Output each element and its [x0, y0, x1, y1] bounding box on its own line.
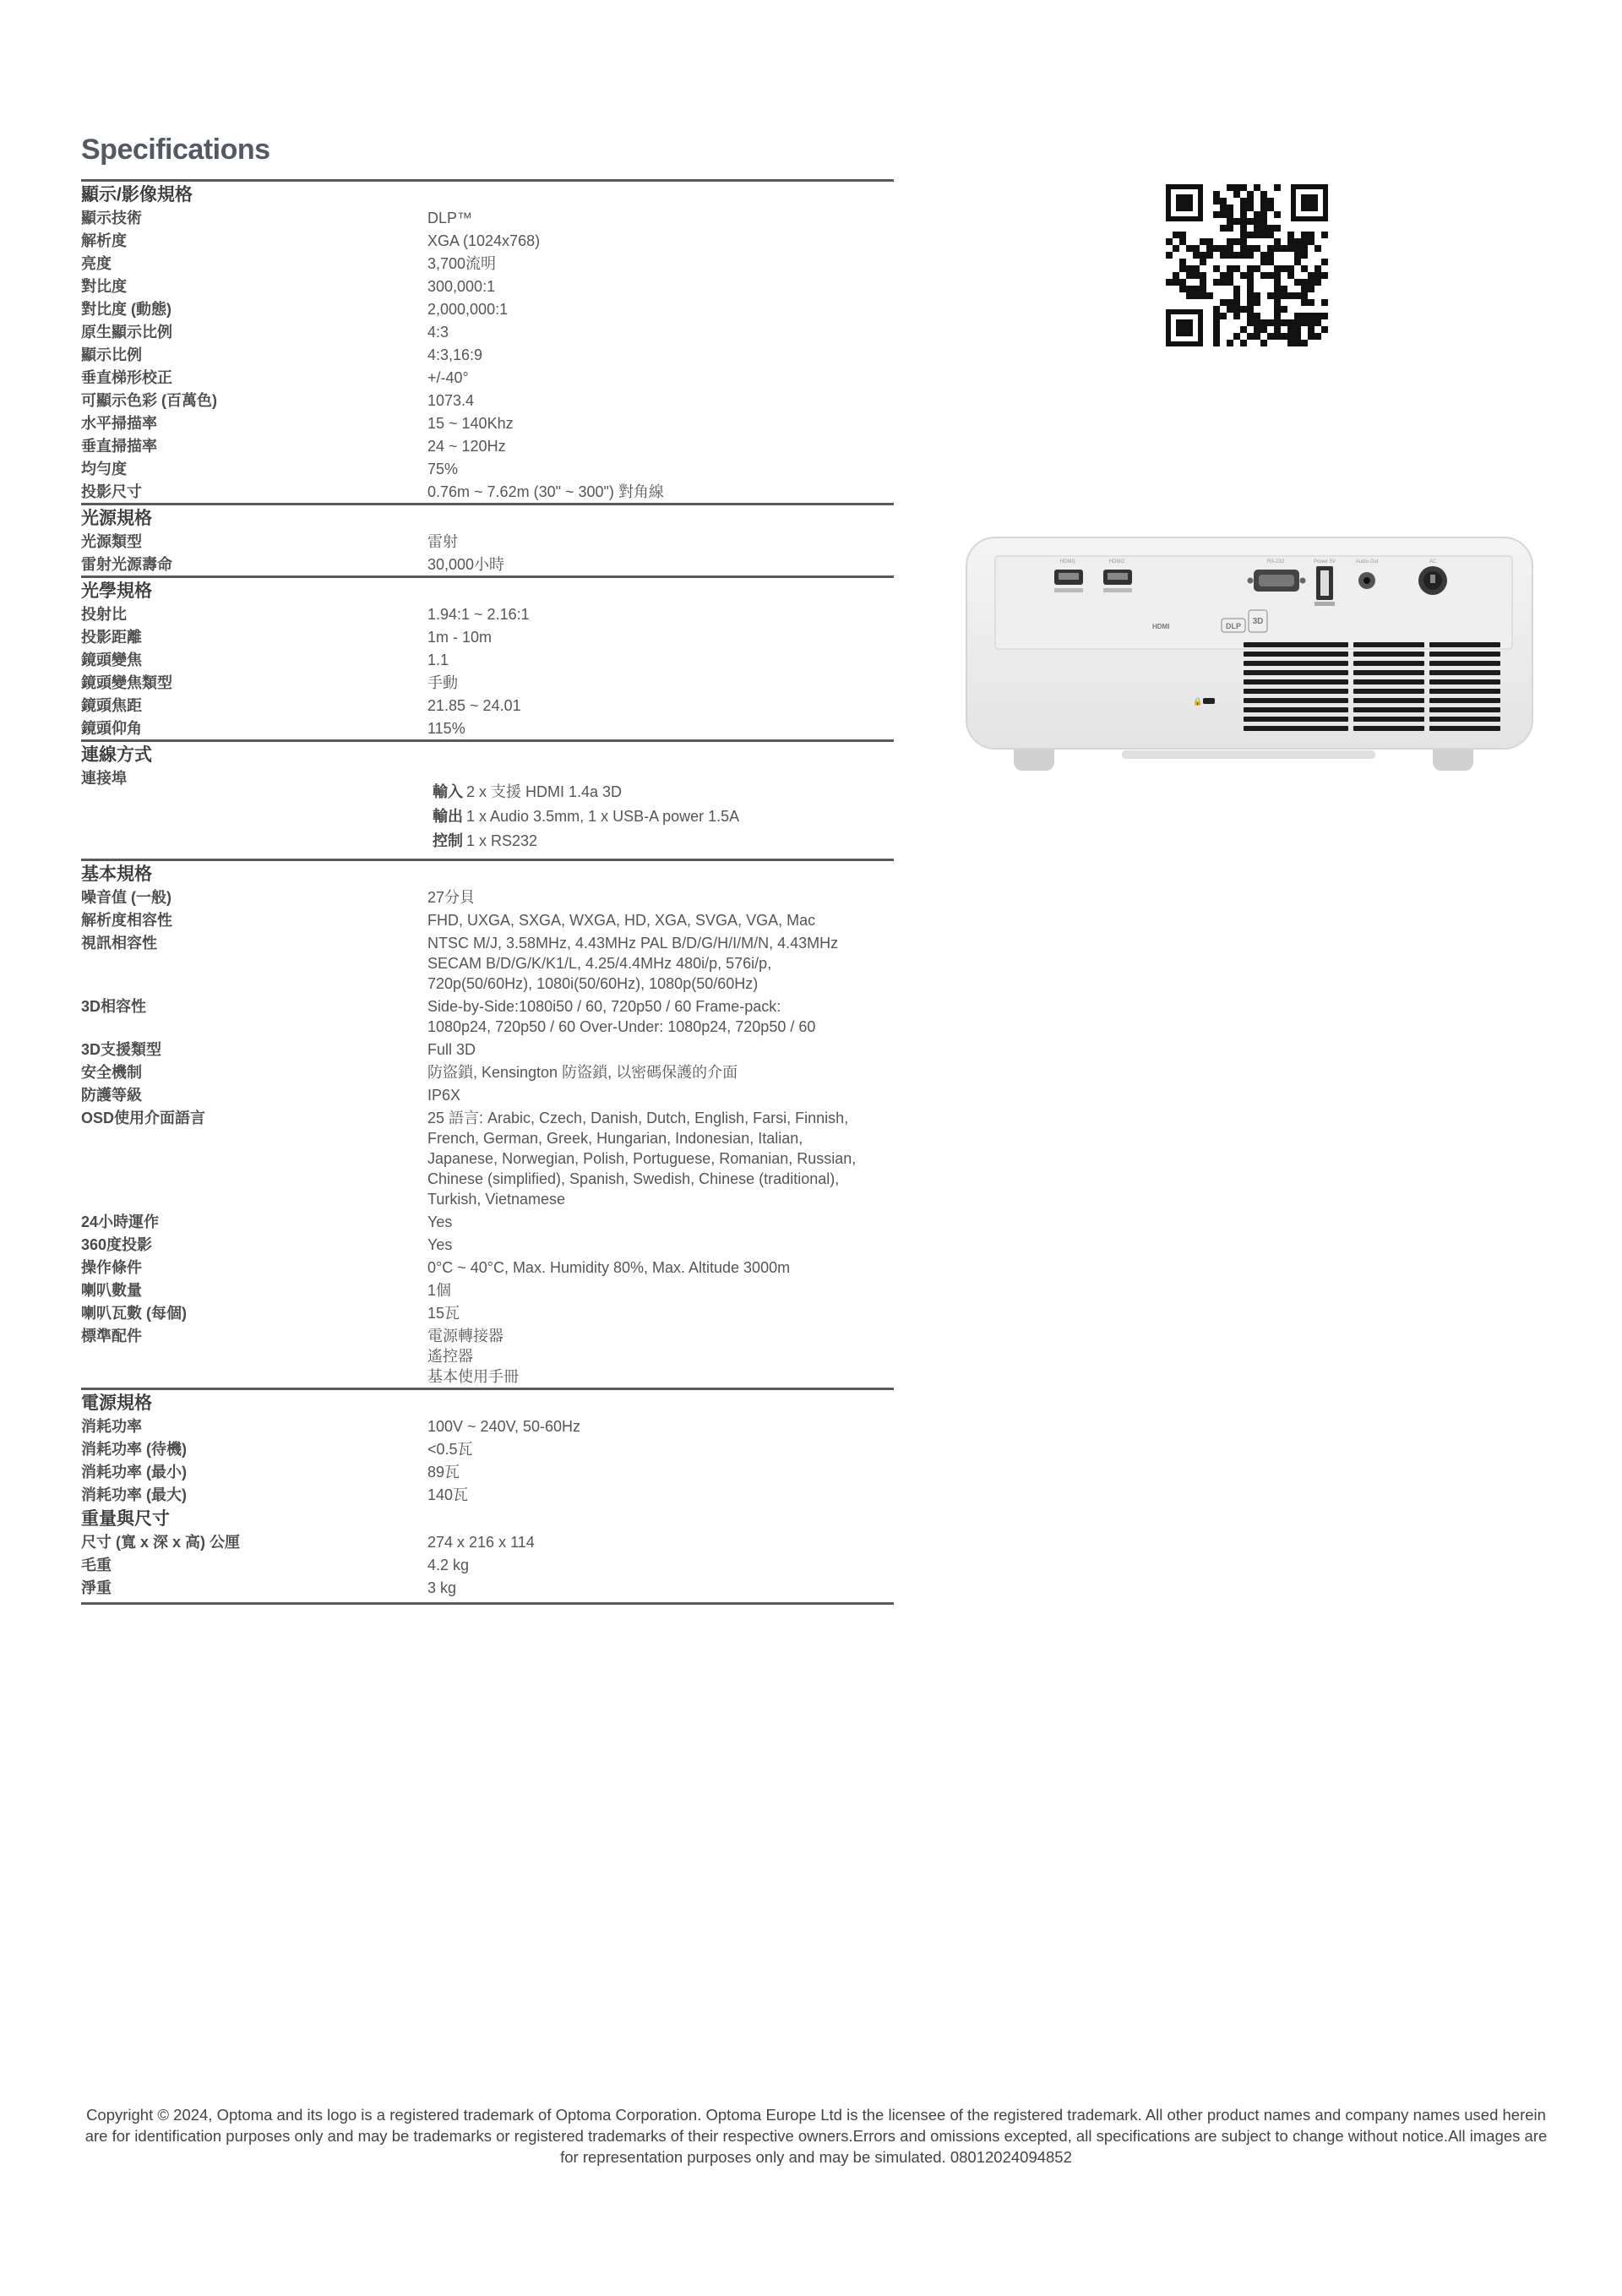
spec-row [81, 1553, 894, 1576]
spec-value [427, 996, 894, 1037]
section-title: 電源規格 [81, 1393, 152, 1413]
spec-label: 操作條件 [81, 1259, 142, 1276]
spec-label: 投影尺寸 [81, 483, 142, 500]
spec-row [81, 457, 894, 480]
spec-label: 對比度 [81, 278, 127, 295]
spec-value [427, 1235, 894, 1255]
spec-value [427, 1062, 894, 1083]
spec-row [81, 1483, 894, 1506]
spec-value [427, 910, 894, 930]
spec-value: 100V ~ 240V, 50-60Hz [427, 1418, 580, 1435]
spec-label: 雷射光源壽命 [81, 556, 172, 573]
spec-value: 4:3,16:9 [427, 346, 483, 363]
spec-label: OSD使用介面語言 [81, 1110, 206, 1126]
port-text: 2 x 支援 HDMI 1.4a 3D [466, 783, 623, 800]
value-line: NTSC M/J, 3.58MHz, 4.43MHz PAL B/D/G/H/I/M/N, 4.43MHz [427, 935, 839, 952]
spec-value: 30,000小時 [427, 556, 505, 573]
value-line: 27分貝 [427, 889, 476, 906]
spec-row [81, 297, 894, 320]
spec-row [81, 1210, 894, 1233]
value-line: FHD, UXGA, SXGA, WXGA, HD, XGA, SVGA, VGA, Mac [427, 912, 816, 929]
value-line: 基本使用手冊 [427, 1368, 519, 1385]
power-port-icon [1418, 566, 1447, 595]
spec-label: 喇叭數量 [81, 1282, 142, 1299]
spec-row [81, 1460, 894, 1483]
spec-label: 可顯示色彩 (百萬色) [81, 392, 217, 409]
value-line: 1080p24, 720p50 / 60 Over-Under: 1080p24, 720p50 / 60 [427, 1018, 816, 1035]
spec-label: 垂直梯形校正 [81, 369, 172, 386]
section-title: 連線方式 [81, 745, 152, 765]
value-line: Chinese (simplified), Spanish, Swedish, Chinese (traditional), [427, 1170, 840, 1187]
hdmi-logo: HDMI [1152, 623, 1170, 630]
section-title: 重量與尺寸 [81, 1509, 170, 1529]
spec-row [81, 252, 894, 275]
spec-value [427, 1085, 894, 1105]
spec-row [81, 389, 894, 412]
spec-value: 300,000:1 [427, 278, 496, 295]
value-line: Yes [427, 1236, 453, 1253]
spec-value [427, 768, 894, 854]
spec-row [81, 1301, 894, 1324]
hdmi-port-icon [1054, 570, 1083, 592]
spec-label: 毛重 [81, 1557, 112, 1573]
spec-label: 垂直掃描率 [81, 438, 157, 455]
section-title: 基本規格 [81, 864, 152, 884]
value-line: Turkish, Vietnamese [427, 1191, 566, 1208]
spec-value: +/-40° [427, 369, 469, 386]
value-line: French, German, Greek, Hungarian, Indonesian, Italian, [427, 1130, 803, 1147]
footer-copyright: Copyright © 2024, Optoma and its logo is a registered trademark of Optoma Corporation. Optoma Europe Ltd is the licensee of the registered trademark. All other product names and company names used herein are for identification purposes only and may be trademarks or registered trademarks of their respective owners.Errors and omissions excepted, all specifications are subject to change without notice.All images are for representation purposes only and may be simulated. 08012024094852 [84, 2106, 1548, 2166]
spec-value: 15 ~ 140Khz [427, 415, 514, 432]
spec-row [81, 625, 894, 648]
spec-value [427, 1303, 894, 1323]
spec-row [81, 648, 894, 671]
spec-label: 3D相容性 [81, 998, 147, 1015]
rs232-port-icon [1248, 570, 1306, 592]
spec-value: 75% [427, 461, 459, 477]
spec-label: 尺寸 (寬 x 深 x 高) 公厘 [81, 1534, 241, 1551]
value-line: 25 語言: Arabic, Czech, Danish, Dutch, English, Farsi, Finnish, [427, 1110, 849, 1126]
port-text: 1 x Audio 3.5mm, 1 x USB-A power 1.5A [466, 808, 740, 825]
spec-label: 解析度 [81, 232, 127, 249]
spec-label: 顯示比例 [81, 346, 142, 363]
spec-row [81, 480, 894, 503]
spec-label: 鏡頭變焦 [81, 652, 142, 668]
value-line: Full 3D [427, 1041, 476, 1058]
spec-value [427, 1257, 894, 1278]
port-line [433, 804, 877, 829]
section-divider [81, 1602, 894, 1605]
spec-value [427, 1212, 894, 1232]
value-line: 遙控器 [427, 1348, 473, 1365]
spec-row [81, 1256, 894, 1279]
spec-value: 4:3 [427, 324, 449, 341]
spec-row [81, 366, 894, 389]
spec-row [81, 995, 894, 1038]
spec-row [81, 553, 894, 575]
spec-label: 視訊相容性 [81, 935, 157, 952]
projector-image [963, 532, 1538, 783]
value-line: Side-by-Side:1080i50 / 60, 720p50 / 60 Frame-pack: [427, 998, 781, 1015]
spec-value: 手動 [427, 674, 458, 691]
spec-value: 3 kg [427, 1579, 457, 1596]
spec-row [81, 717, 894, 739]
spec-row [81, 343, 894, 366]
kensington-lock-icon [1203, 698, 1215, 704]
port-label: RS-232 [1266, 559, 1285, 564]
spec-row [81, 1106, 894, 1210]
spec-label: 連接埠 [81, 770, 127, 787]
spec-row [81, 206, 894, 229]
spec-label: 對比度 (動態) [81, 301, 171, 318]
qr-code[interactable] [1162, 181, 1331, 350]
spec-row [81, 530, 894, 553]
port-label: HDMI1 [1059, 559, 1076, 564]
spec-row [81, 1415, 894, 1437]
projector-rear-view [963, 532, 1538, 783]
page-title: Specifications [81, 134, 270, 166]
section-title: 光學規格 [81, 581, 152, 601]
specifications-table [81, 179, 894, 1605]
spec-label: 3D支援類型 [81, 1041, 162, 1058]
section-title: 光源規格 [81, 509, 152, 528]
spec-value: DLP™ [427, 210, 473, 226]
spec-value: 1073.4 [427, 392, 475, 409]
spec-value: 115% [427, 720, 465, 737]
spec-label: 消耗功率 (最大) [81, 1486, 187, 1503]
spec-value [427, 933, 894, 994]
spec-label: 鏡頭焦距 [81, 697, 142, 714]
value-line: 電源轉接器 [427, 1328, 503, 1344]
value-line: 1個 [427, 1282, 452, 1299]
value-line: 防盜鎖, Kensington 防盜鎖, 以密碼保護的介面 [427, 1064, 738, 1081]
spec-label: 光源類型 [81, 533, 142, 550]
spec-label: 均勻度 [81, 461, 127, 477]
spec-value: 1.1 [427, 652, 449, 668]
spec-label: 亮度 [81, 255, 112, 272]
section-title: 顯示/影像規格 [81, 185, 193, 205]
spec-row [81, 412, 894, 434]
port-label: HDMI2 [1108, 559, 1125, 564]
spec-value [427, 1039, 894, 1060]
svg-text:DLP: DLP [1226, 622, 1241, 630]
spec-row [81, 1233, 894, 1256]
spec-value: 24 ~ 120Hz [427, 438, 506, 455]
audio-port-icon [1358, 572, 1375, 589]
spec-label: 安全機制 [81, 1064, 142, 1081]
spec-row [81, 671, 894, 694]
spec-label: 鏡頭變焦類型 [81, 674, 172, 691]
spec-label: 水平掃描率 [81, 415, 157, 432]
spec-value [427, 1108, 894, 1209]
spec-value: 21.85 ~ 24.01 [427, 697, 521, 714]
value-line: Yes [427, 1213, 453, 1230]
port-line [433, 780, 877, 804]
spec-value: 2,000,000:1 [427, 301, 509, 318]
spec-label: 防護等級 [81, 1087, 142, 1104]
spec-value: 274 x 216 x 114 [427, 1534, 535, 1551]
spec-row [81, 320, 894, 343]
spec-value [427, 1280, 894, 1301]
spec-label: 投射比 [81, 606, 127, 623]
spec-row [81, 434, 894, 457]
spec-label: 淨重 [81, 1579, 112, 1596]
value-line: SECAM B/D/G/K/K1/L, 4.25/4.4MHz 480i/p, 576i/p, [427, 955, 772, 972]
spec-row [81, 1324, 894, 1388]
spec-row [81, 1576, 894, 1599]
spec-row [81, 886, 894, 908]
port-label: Audio Out [1355, 559, 1379, 564]
spec-row [81, 603, 894, 625]
spec-label: 原生顯示比例 [81, 324, 172, 341]
spec-label: 鏡頭仰角 [81, 720, 142, 737]
svg-text:3D: 3D [1252, 617, 1264, 626]
spec-value: 0.76m ~ 7.62m (30" ~ 300") 對角線 [427, 483, 664, 500]
spec-row [81, 1061, 894, 1083]
spec-label: 360度投影 [81, 1236, 153, 1253]
port-line [433, 829, 877, 854]
port-label: AC [1429, 559, 1437, 564]
spec-row [81, 1530, 894, 1553]
qr-code-graphic [1162, 181, 1331, 350]
spec-value: 1.94:1 ~ 2.16:1 [427, 606, 530, 623]
spec-row [81, 694, 894, 717]
spec-row [81, 931, 894, 995]
spec-row [81, 229, 894, 252]
port-label: Power 5V [1313, 559, 1336, 564]
spec-value [427, 887, 894, 908]
value-line: IP6X [427, 1087, 461, 1104]
spec-label: 噪音值 (一般) [81, 889, 171, 906]
value-line: 0°C ~ 40°C, Max. Humidity 80%, Max. Altitude 3000m [427, 1259, 791, 1276]
spec-value: 3,700流明 [427, 255, 497, 272]
value-line: Japanese, Norwegian, Polish, Portuguese, Romanian, Russian, [427, 1150, 857, 1167]
spec-value: 89瓦 [427, 1464, 460, 1481]
spec-row [81, 1038, 894, 1061]
spec-row [81, 1279, 894, 1301]
hdmi-port-icon [1103, 570, 1132, 592]
spec-label: 顯示技術 [81, 210, 142, 226]
port-kind: 控制 [433, 832, 463, 849]
spec-row-ports [81, 766, 894, 859]
lock-symbol-icon: 🔒 [1193, 698, 1203, 706]
value-line: 720p(50/60Hz), 1080i(50/60Hz), 1080p(50/60Hz) [427, 975, 759, 992]
spec-label: 消耗功率 (待機) [81, 1441, 187, 1458]
spec-label: 喇叭瓦數 (每個) [81, 1305, 187, 1322]
value-line: 15瓦 [427, 1305, 460, 1322]
usb-port-icon [1314, 566, 1335, 606]
port-kind: 輸入 [433, 783, 463, 800]
spec-label: 24小時運作 [81, 1213, 160, 1230]
spec-value: 1m - 10m [427, 629, 493, 646]
spec-row [81, 1437, 894, 1460]
spec-label: 解析度相容性 [81, 912, 172, 929]
spec-value: 4.2 kg [427, 1557, 470, 1573]
spec-row [81, 1083, 894, 1106]
spec-label: 消耗功率 [81, 1418, 142, 1435]
port-text: 1 x RS232 [466, 832, 538, 849]
spec-value: <0.5瓦 [427, 1441, 473, 1458]
spec-label: 標準配件 [81, 1328, 142, 1344]
spec-label: 消耗功率 (最小) [81, 1464, 187, 1481]
spec-row [81, 275, 894, 297]
spec-label: 投影距離 [81, 629, 142, 646]
port-kind: 輸出 [433, 808, 463, 825]
spec-row [81, 908, 894, 931]
spec-value: 140瓦 [427, 1486, 469, 1503]
spec-value [427, 1326, 894, 1387]
spec-value: 雷射 [427, 533, 458, 550]
spec-value: XGA (1024x768) [427, 232, 541, 249]
